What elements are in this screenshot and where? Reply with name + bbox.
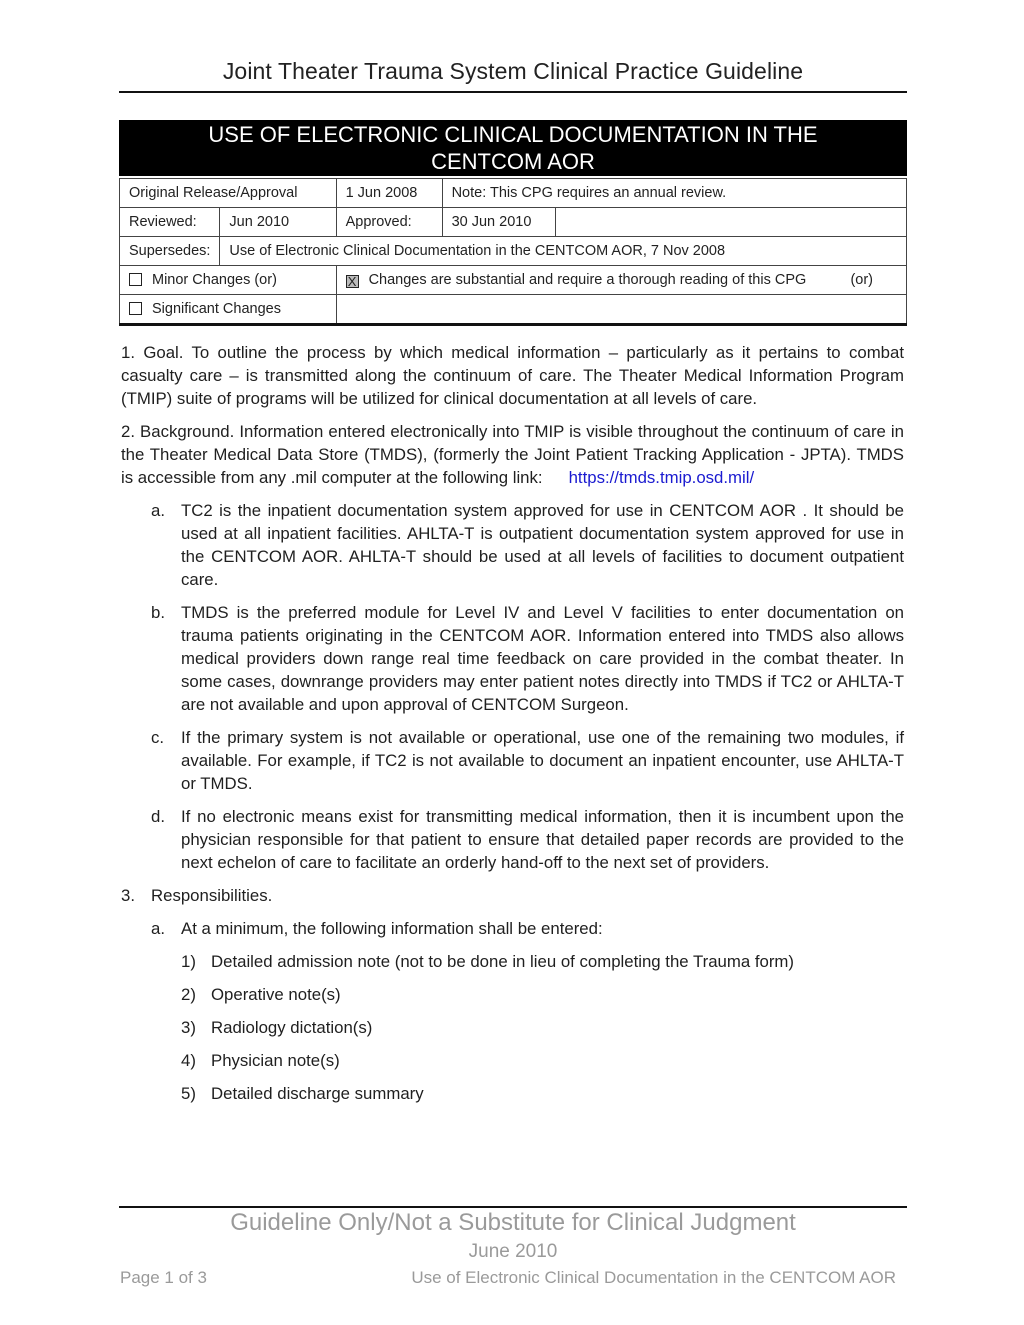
- tmds-link[interactable]: https://tmds.tmip.osd.mil/: [568, 468, 755, 487]
- item-label: b.: [151, 603, 165, 622]
- reviewed-value: Jun 2010: [220, 208, 336, 237]
- list-text: Operative note(s): [211, 985, 341, 1004]
- supersedes-label: Supersedes:: [120, 237, 220, 266]
- item-label: a.: [151, 501, 165, 520]
- item-text: At a minimum, the following information shall be entered:: [181, 919, 603, 938]
- background-item-b: [121, 601, 904, 716]
- list-number: 5): [181, 1084, 196, 1103]
- page-number: Page 1 of 3: [120, 1268, 207, 1287]
- guideline-title: [119, 120, 907, 176]
- guideline-body: [121, 341, 904, 1115]
- footer-disclaimer: Guideline Only/Not a Substitute for Clinical Judgment: [230, 1209, 796, 1236]
- list-text: Physician note(s): [211, 1051, 340, 1070]
- item-text: TC2 is the inpatient documentation system approved for use in CENTCOM AOR . It should be used at all inpatient facilities. AHLTA-T is outpatient documentation system approved for use in the CENTCOM AOR. AHLTA-T should be used at all levels of facilities to document outpatient care.: [181, 501, 904, 589]
- required-entry-5: [121, 1082, 904, 1105]
- significant-changes-label: Significant Changes: [152, 301, 281, 317]
- reviewed-label: Reviewed:: [120, 208, 220, 237]
- required-entry-2: [121, 983, 904, 1006]
- section-title: Responsibilities.: [151, 886, 273, 905]
- footer-divider: [119, 1206, 907, 1208]
- goal-paragraph: 1. Goal. To outline the process by which medical information – particularly as it pertains to combat casualty care – is transmitted along the continuum of care. The Theater Medical Information Program (TMIP) suite of programs will be utilized for clinical documentation at all levels of care.: [121, 343, 904, 408]
- item-label: a.: [151, 919, 165, 938]
- background-item-c: [121, 726, 904, 795]
- substantial-changes-checkbox[interactable]: X: [346, 275, 359, 288]
- item-text: If the primary system is not available or operational, use one of the remaining two modules, if available. For example, if TC2 is not available to document an inpatient encounter, use AHLTA-T or TMDS.: [181, 728, 904, 793]
- section-number: 3.: [121, 886, 135, 905]
- list-number: 2): [181, 985, 196, 1004]
- footer-date: June 2010: [468, 1241, 558, 1262]
- background-text: 2. Background. Information entered electronically into TMIP is visible throughout the continuum of care in the Theater Medical Data Store (TMDS), (formerly the Joint Patient Tracking Application - JPTA). TMDS is accessible from any .mil computer at the following link:: [121, 422, 904, 487]
- significant-changes-cell: [120, 295, 337, 325]
- approved-empty-cell: [555, 208, 906, 237]
- list-text: Radiology dictation(s): [211, 1018, 373, 1037]
- approved-value: 30 Jun 2010: [442, 208, 555, 237]
- required-entry-3: [121, 1016, 904, 1039]
- list-number: 4): [181, 1051, 196, 1070]
- title-line-2: CENTCOM AOR: [431, 149, 595, 174]
- minor-changes-cell: [120, 266, 337, 295]
- annual-review-note: Note: This CPG requires an annual review.: [442, 179, 906, 208]
- background-paragraph: [121, 420, 904, 489]
- title-line-1: USE OF ELECTRONIC CLINICAL DOCUMENTATION IN THE: [208, 122, 818, 147]
- item-text: If no electronic means exist for transmitting medical information, then it is incumbent upon the physician responsible for that patient to ensure that detailed paper records are provided to the next echelon of care to facilitate an orderly hand-off to the next set of providers.: [181, 807, 904, 872]
- supersedes-value: Use of Electronic Clinical Documentation in the CENTCOM AOR, 7 Nov 2008: [220, 237, 907, 266]
- responsibilities-item-a: [121, 917, 904, 940]
- list-text: Detailed discharge summary: [211, 1084, 424, 1103]
- item-label: d.: [151, 807, 165, 826]
- minor-changes-checkbox[interactable]: [129, 273, 142, 286]
- item-label: c.: [151, 728, 165, 747]
- item-text: TMDS is the preferred module for Level IV and Level V facilities to enter documentation on trauma patients originating in the CENTCOM AOR. Information entered into TMDS also allows medical providers down range real time feedback on care provided in the combat theater. In some cases, downrange providers may enter patient notes directly into TMDS if TC2 or AHLTA-T are not available and upon approval of CENTCOM Surgeon.: [181, 603, 904, 714]
- substantial-changes-cell: [336, 266, 906, 295]
- approved-label: Approved:: [336, 208, 442, 237]
- significant-empty-cell: [336, 295, 906, 325]
- required-entry-4: [121, 1049, 904, 1072]
- responsibilities-heading: [121, 884, 904, 907]
- background-item-a: [121, 499, 904, 591]
- original-release-value: 1 Jun 2008: [336, 179, 442, 208]
- required-entry-1: [121, 950, 904, 973]
- background-item-d: [121, 805, 904, 874]
- running-header: Joint Theater Trauma System Clinical Practice Guideline: [119, 58, 907, 93]
- substantial-or-label: (or): [850, 272, 873, 288]
- list-text: Detailed admission note (not to be done in lieu of completing the Trauma form): [211, 952, 795, 971]
- list-number: 1): [181, 952, 196, 971]
- original-release-label: Original Release/Approval: [120, 179, 337, 208]
- significant-changes-checkbox[interactable]: [129, 302, 142, 315]
- substantial-changes-label: Changes are substantial and require a thorough reading of this CPG: [368, 272, 807, 288]
- approval-table: [119, 178, 907, 326]
- list-number: 3): [181, 1018, 196, 1037]
- footer-document-title: Use of Electronic Clinical Documentation in the CENTCOM AOR: [411, 1268, 896, 1287]
- minor-changes-label: Minor Changes (or): [152, 272, 277, 288]
